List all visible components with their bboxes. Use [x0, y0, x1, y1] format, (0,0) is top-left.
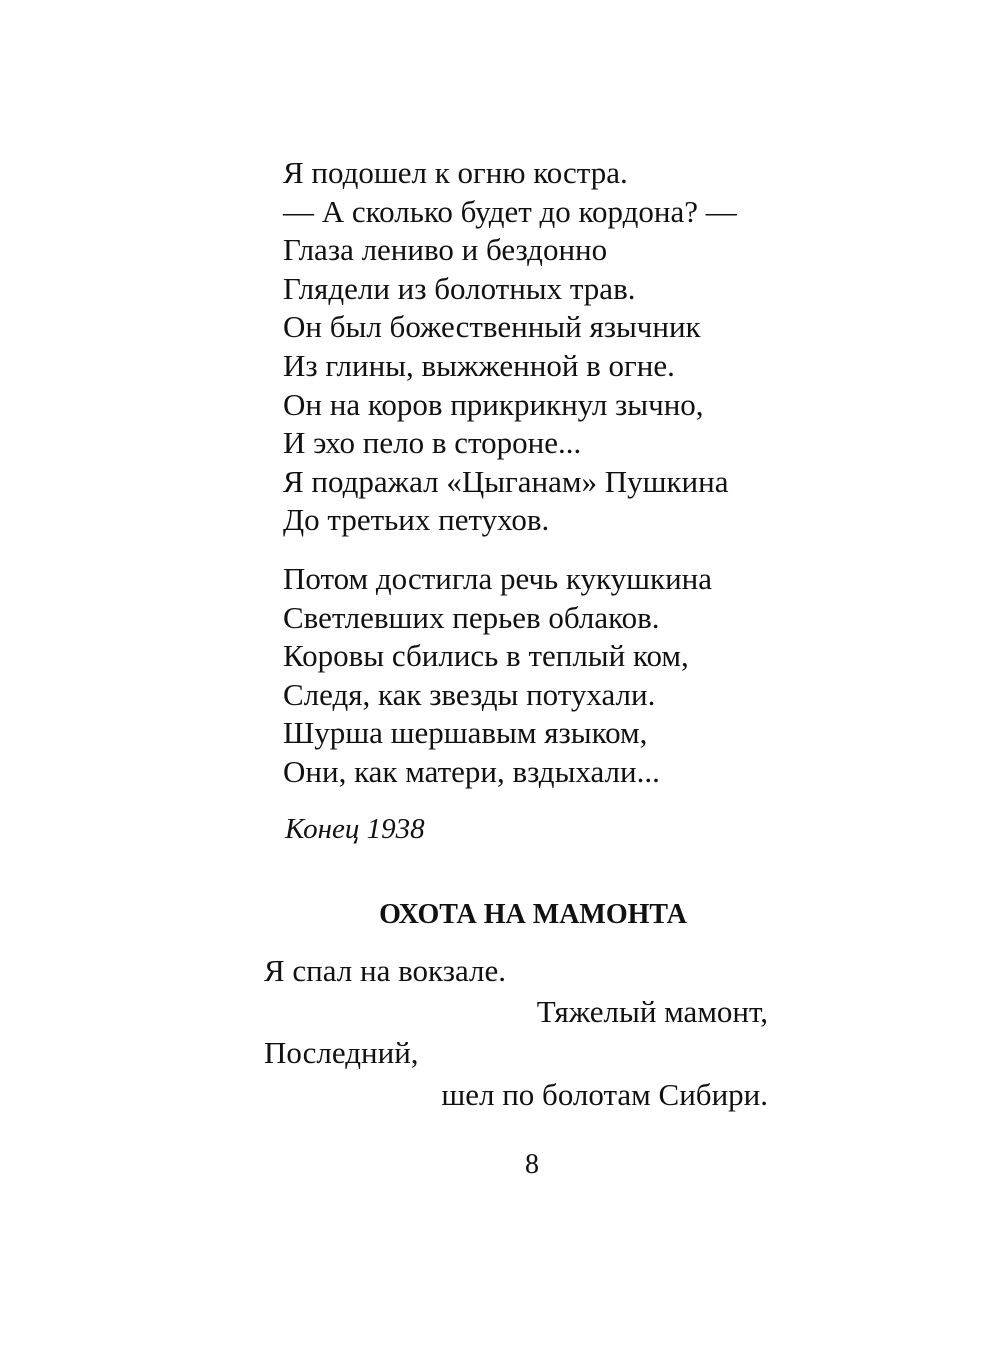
poem-line: Он на коров прикрикнул зычно,	[283, 386, 704, 422]
poem-line: Я подражал «Цыганам» Пушкина	[283, 463, 729, 499]
poem-line: Потом достигла речь кукушкина	[283, 561, 713, 596]
poem-line: Коровы сбились в теплый ком,	[283, 638, 689, 674]
next-poem-stanza	[264, 950, 768, 1115]
poem-title: ОХОТА НА МАМОНТА	[379, 899, 687, 930]
poem-line: Глаза лениво и бездонно	[283, 232, 608, 268]
poem-stanza-2	[283, 560, 712, 792]
poem-line: Следя, как звезды потухали.	[283, 676, 656, 712]
poem-line: Светлевших перьев облаков.	[283, 599, 660, 635]
poem-line: шел по болотам Сибири.	[441, 1076, 768, 1112]
poem-line: Они, как матери, вздыхали...	[283, 753, 660, 789]
poem-line: — А сколько будет до кордона? —	[283, 193, 737, 229]
poem-line: И эхо пело в стороне...	[283, 425, 582, 461]
poem-line: Он был божественный язычник	[283, 309, 701, 345]
poem-line: Последний,	[264, 1035, 419, 1071]
poem-stanza-1	[283, 154, 737, 540]
poem-line: Я подошел к огню костра.	[283, 155, 628, 190]
poem-line: Тяжелый мамонт,	[536, 994, 768, 1030]
poem-line: Шурша шершавым языком,	[283, 715, 648, 751]
poem-line: До третьих петухов.	[283, 502, 550, 538]
page-number: 8	[525, 1149, 539, 1180]
poem-date: Конец 1938	[285, 813, 425, 845]
poem-line: Глядели из болотных трав.	[283, 270, 636, 306]
poem-line: Я спал на вокзале.	[264, 953, 506, 988]
poem-line: Из глины, выжженной в огне.	[283, 347, 675, 383]
